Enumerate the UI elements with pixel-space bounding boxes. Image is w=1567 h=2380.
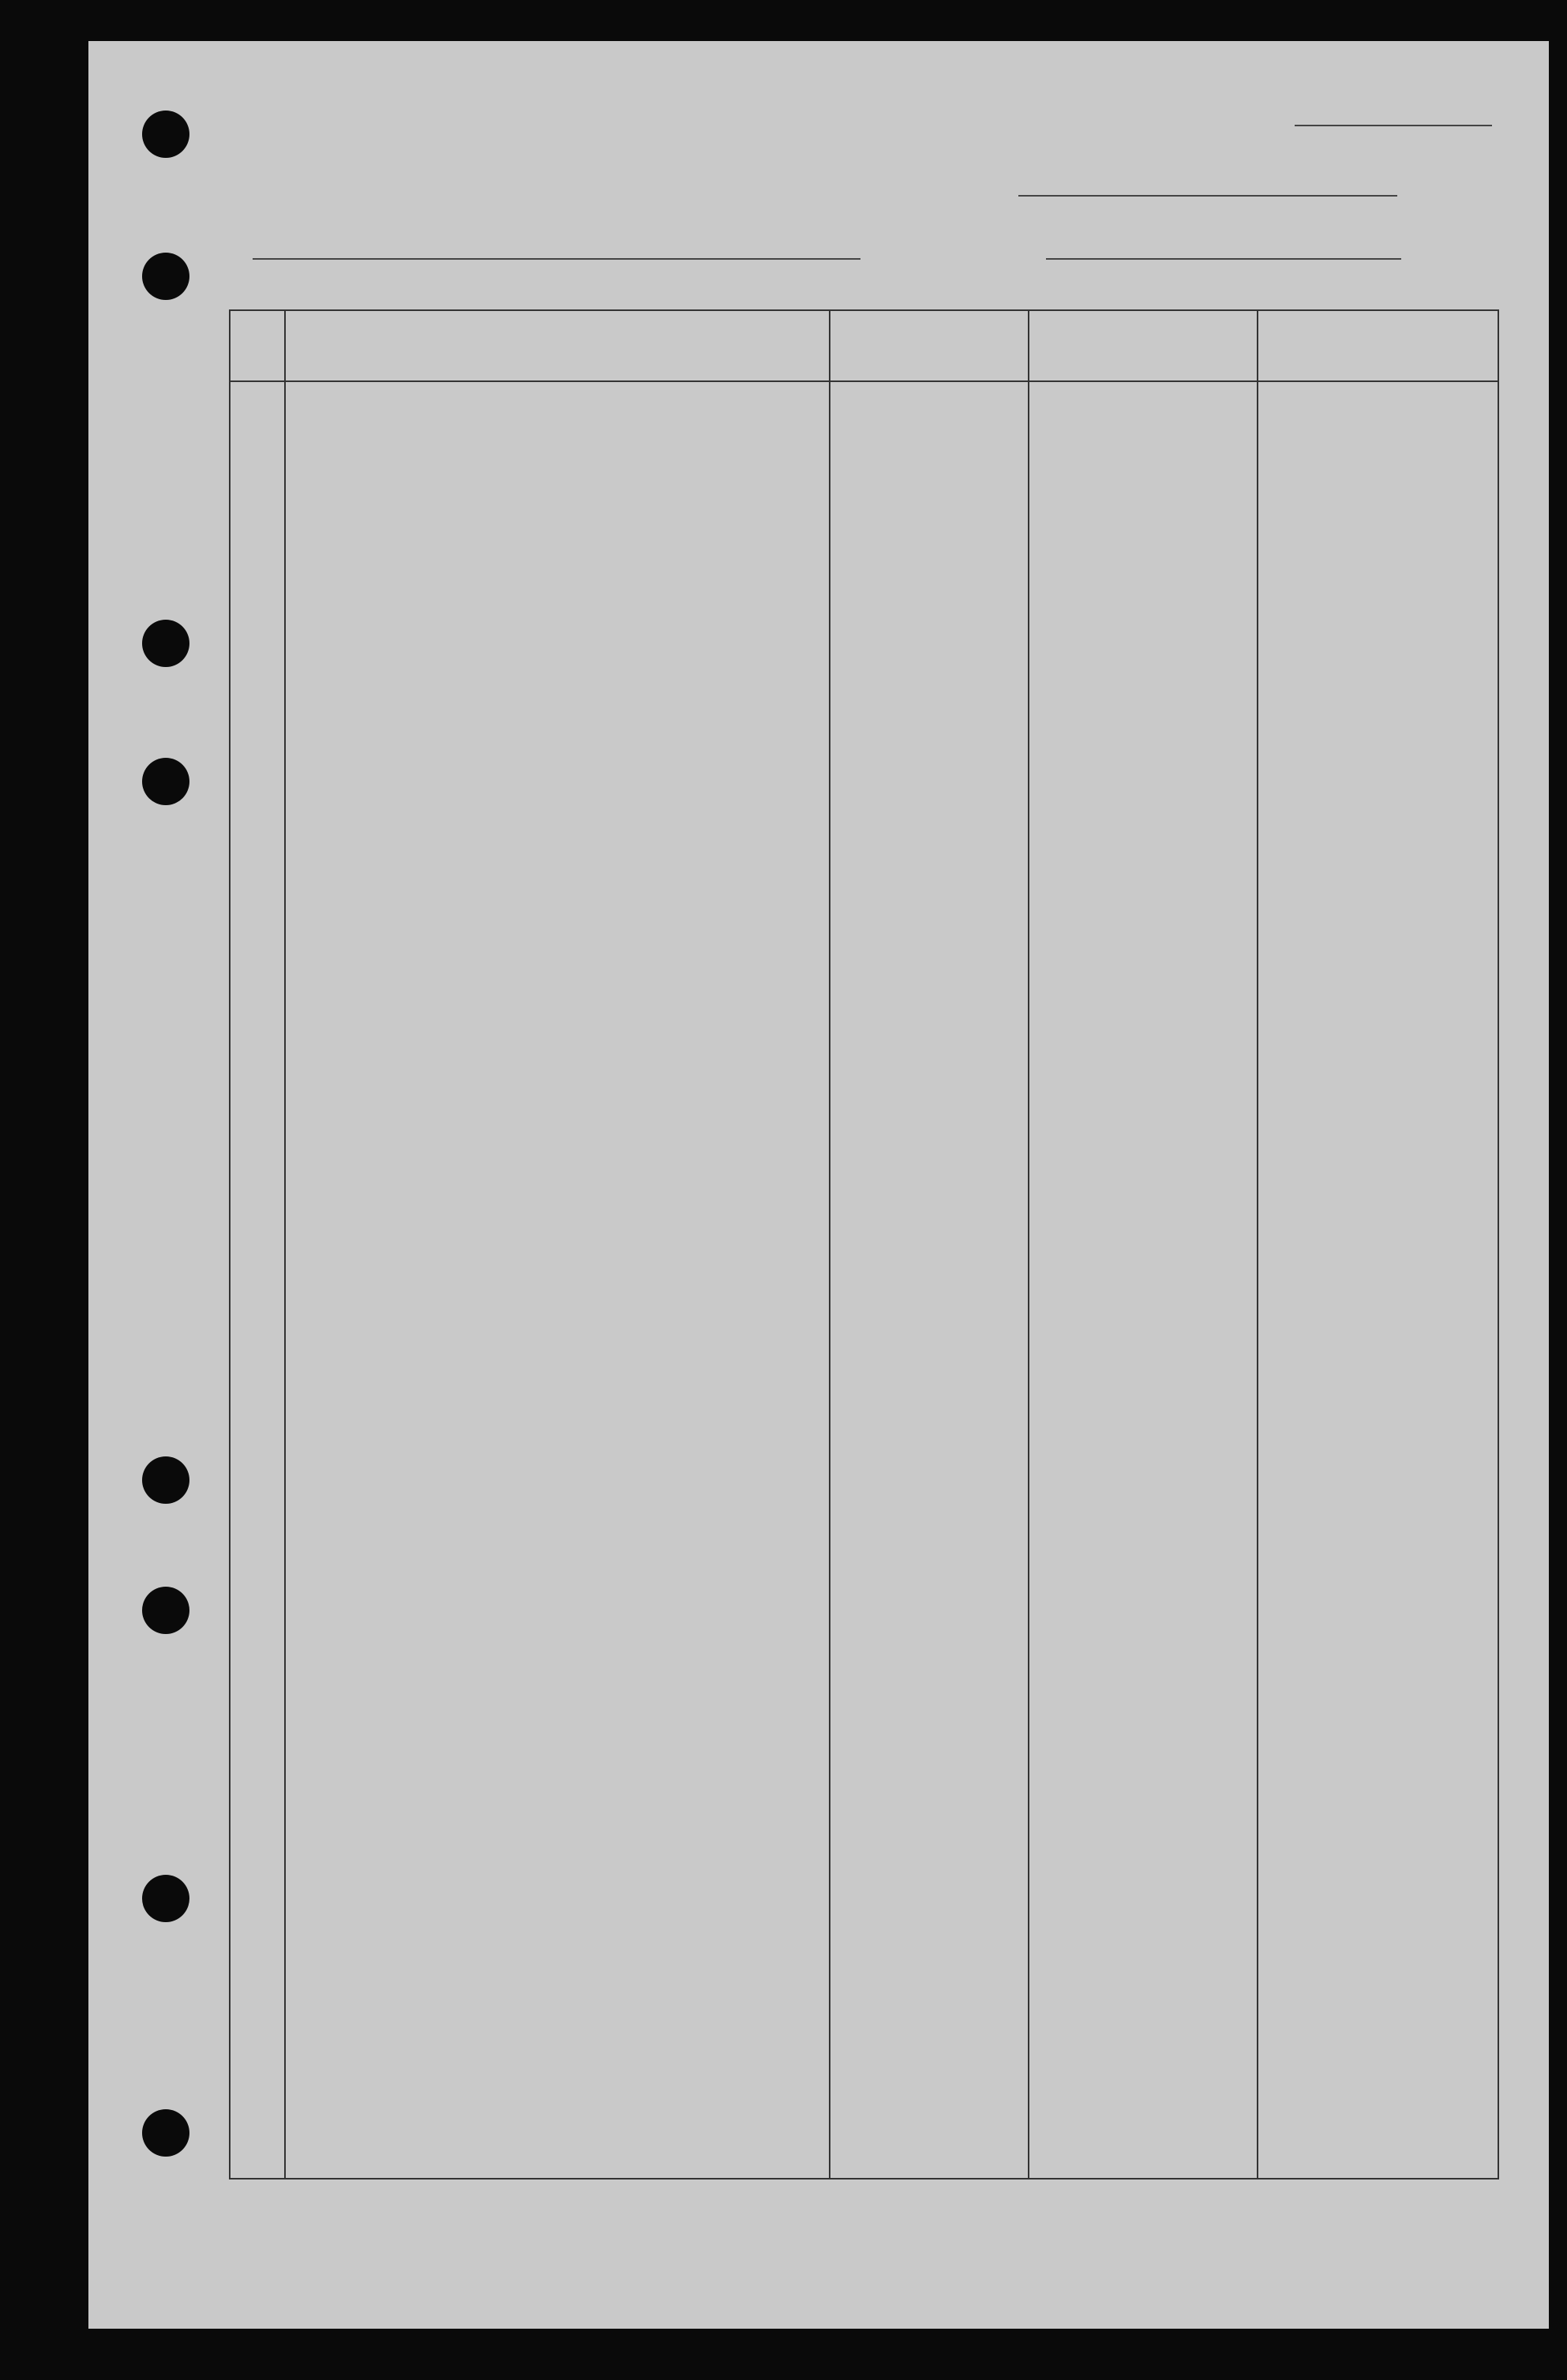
punch-hole bbox=[142, 1456, 189, 1504]
punch-hole bbox=[142, 253, 189, 300]
manifest-underline bbox=[1295, 125, 1492, 126]
arrival-underline bbox=[1046, 258, 1401, 260]
manifest-table bbox=[229, 309, 1499, 2179]
col-divider bbox=[284, 311, 286, 2178]
punch-hole bbox=[142, 620, 189, 667]
punch-hole bbox=[142, 758, 189, 805]
col-divider bbox=[829, 311, 830, 2178]
punch-hole bbox=[142, 1875, 189, 1922]
header-divider bbox=[231, 380, 1498, 382]
punch-hole bbox=[142, 1587, 189, 1634]
punch-hole bbox=[142, 2109, 189, 2157]
punch-hole bbox=[142, 111, 189, 158]
col-divider bbox=[1257, 311, 1258, 2178]
embark-underline bbox=[1018, 195, 1397, 197]
col-divider bbox=[1028, 311, 1029, 2178]
vessel-underline bbox=[253, 258, 860, 260]
